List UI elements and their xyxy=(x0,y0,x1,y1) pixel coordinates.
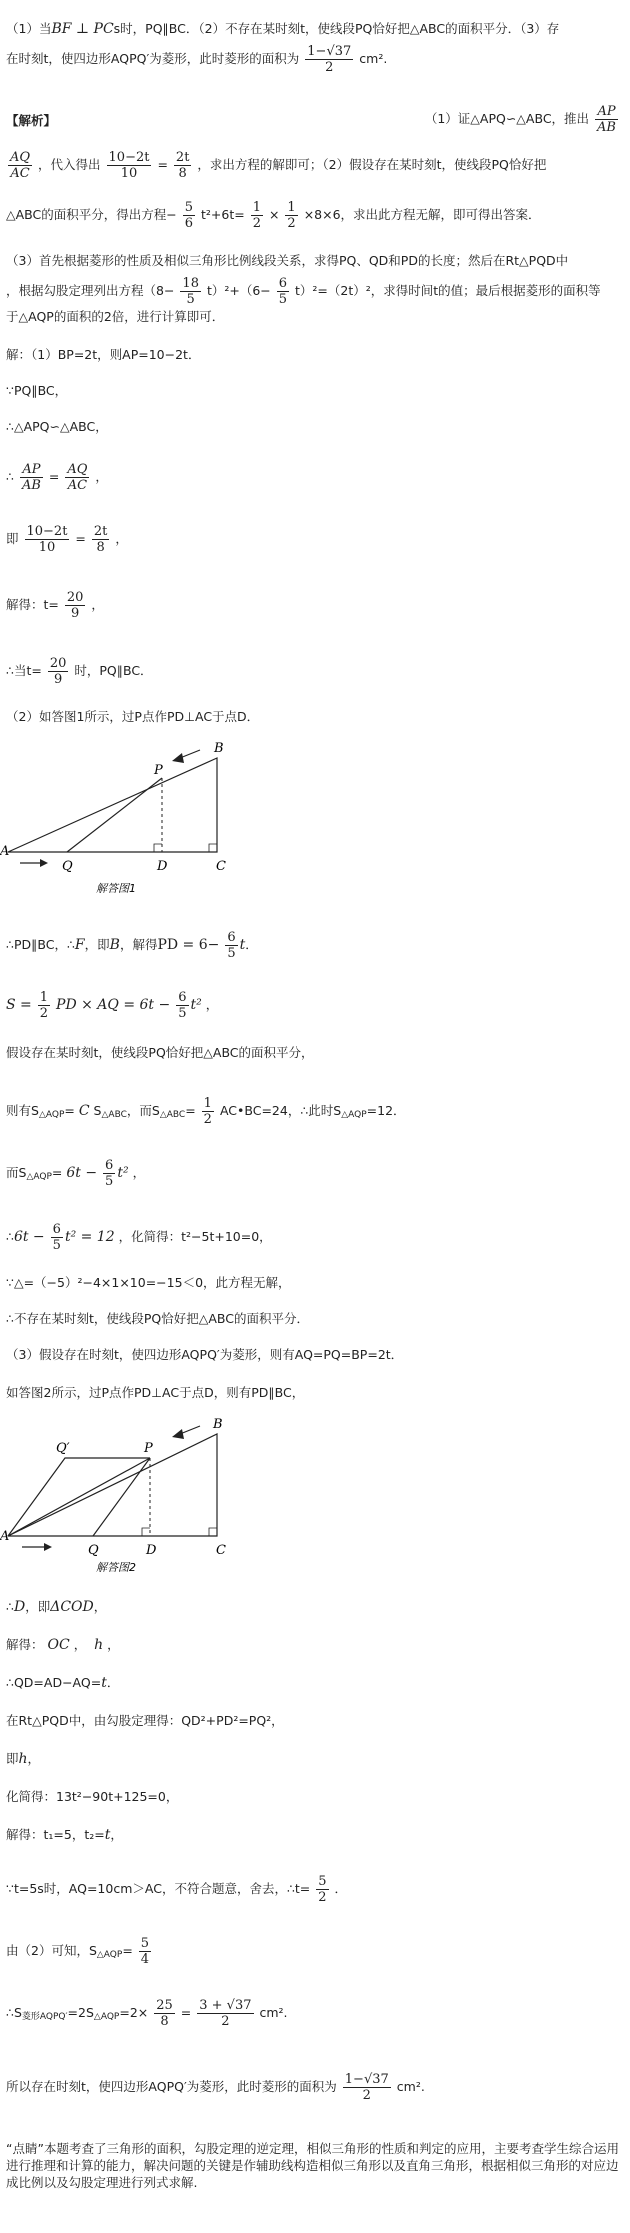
analysis-label: 【解析】 xyxy=(6,113,57,128)
analysis-line-2: $\frac{AQ}{AC}$ ，代入得出 $\frac{10-2t}{10}$ = $\frac{2t}{8}$ ，求出方程的解即可；（2）假设存在某时刻t，使线段PQ恰好把 xyxy=(10,150,547,181)
sol1-line-4: ∴ $\frac{AP}{AB}$ = $\frac{AQ}{AC}$ ， xyxy=(6,462,108,493)
label-b-2: B xyxy=(213,1417,223,1432)
sol1-line-5: 即 $\frac{10-2t}{10}$ = $\frac{2t}{8}$ ， xyxy=(6,524,128,555)
sol3-line-2: 如答图2所示，过P点作PD⊥AC于点D，则有PD∥BC， xyxy=(6,1385,305,1400)
label-d: D xyxy=(157,859,168,874)
figure-1-caption: 解答图1 xyxy=(96,882,136,895)
sol2-line-5: 则有$S_{\triangle AQP}= C$ $S_{\triangle ABC}$，而$S_{\triangle ABC}=$ $\frac{1}{2}$ AC•BC=24，∴此时$S_{\triangle AQP}=12$． xyxy=(6,1096,406,1127)
sol3-line-12: $\therefore S_{菱形AQPQ'}=2S_{\triangle AQP}=2\times$ $\frac{25}{8}$ = $\frac{3 + √37}{2}$ cm². xyxy=(6,1998,288,2029)
label-c-2: C xyxy=(216,1543,226,1558)
label-q: Q xyxy=(62,859,73,874)
arrow-q-2-head xyxy=(44,1543,52,1551)
figure-1 xyxy=(0,730,240,900)
sol2-line-9: ∴不存在某时刻t，使线段PQ恰好把△ABC的面积平分． xyxy=(6,1311,309,1326)
sol3-line-5: ∴QD=AD−AQ=t． xyxy=(6,1675,120,1691)
sol2-line-1: （2）如答图1所示，过P点作PD⊥AC于点D． xyxy=(6,709,260,724)
sol1-line-3: ∴△APQ∽△ABC， xyxy=(6,419,108,434)
sol2-line-6: 而$S_{\triangle AQP}= 6t$ − $\frac{6}{5}$ t² ， xyxy=(6,1158,146,1189)
sol1-line-6: 解得：t= $\frac{20}{9}$ ， xyxy=(6,590,104,621)
area-fraction: $\frac{1-√37}{2}$ xyxy=(307,44,352,75)
sol3-line-7: 即h， xyxy=(6,1751,41,1767)
analysis-line-6: 于△AQP的面积的2倍，进行计算即可． xyxy=(6,309,225,324)
analysis-line-4: （3）首先根据菱形的性质及相似三角形比例线段关系，求得PQ、QD和PD的长度；然后在Rt△PQD中 xyxy=(6,253,569,268)
figure-2-caption: 解答图2 xyxy=(96,1561,136,1574)
sol3-line-13: 所以存在时刻t，使四边形AQPQ′为菱形，此时菱形的面积为 $\frac{1-√37}{2}$ cm². xyxy=(6,2072,425,2103)
right-angle-d xyxy=(154,844,162,852)
sol1-line-1: 解：（1）BP=2t，则AP=10−2t． xyxy=(6,347,201,362)
right-angle-d-2 xyxy=(142,1528,150,1536)
triangle-abc xyxy=(8,758,217,852)
sol2-line-3: S = $\frac{1}{2}$ PD × AQ = 6t − $\frac{6}{5}$ t² ， xyxy=(6,990,219,1021)
triangle-abc-2 xyxy=(8,1434,217,1536)
label-a-2: A xyxy=(0,1529,10,1544)
label-q-2: Q xyxy=(88,1543,99,1558)
sol2-line-8: ∵△=（−5）²−4×1×10=−15＜0，此方程无解， xyxy=(6,1275,291,1290)
analysis-line-3: △ABC的面积平分，得出方程− $\frac{5}{6}$ t²+6t= $\frac{1}{2}$ × $\frac{1}{2}$ ×8×6，求出此方程无解，即可得出答案． xyxy=(6,200,541,231)
label-c: C xyxy=(216,859,226,874)
arrow-p xyxy=(180,750,200,758)
sol2-line-2: ∴PD∥BC，∴F，即B，解得PD = 6− $\frac{6}{5}$ t． xyxy=(6,930,258,961)
sol3-line-8: 化简得：13t²−90t+125=0， xyxy=(6,1789,179,1804)
arrow-p-head xyxy=(172,753,184,763)
sol3-line-1: （3）假设存在时刻t，使四边形AQPQ′为菱形，则有AQ=PQ=BP=2t． xyxy=(6,1347,404,1362)
segment-qp xyxy=(93,1458,150,1536)
right-angle-c-2 xyxy=(209,1528,217,1536)
sol2-line-7: ∴6t − $\frac{6}{5}$ t² = 12 ，化简得：t²−5t+10=0， xyxy=(6,1222,272,1253)
figure-2 xyxy=(0,1406,240,1576)
comment-paragraph: “点睛”本题考查了三角形的面积，勾股定理的逆定理，相似三角形的性质和判定的应用，主要考查学生综合运用进行推理和计算的能力，解决问题的关键是作辅助线构造相似三角形以及直角三角形，根据相似三角形的对应边成比例以及勾股定理进行列式求解. xyxy=(6,2141,619,2190)
answer-line-2: 在时刻t，使四边形AQPQ′为菱形，此时菱形的面积为 $\frac{1-√37}{2}$ cm². xyxy=(6,44,388,75)
label-q-prime: Q′ xyxy=(56,1441,70,1456)
label-d-2: D xyxy=(146,1543,157,1558)
analysis-line-1: （1）证△APQ∽△ABC，推出 $\frac{AP}{AB}$ xyxy=(424,104,616,135)
label-b: B xyxy=(214,741,224,756)
segment-pq xyxy=(67,778,162,852)
arrow-p-2-head xyxy=(172,1429,184,1439)
label-p: P xyxy=(154,763,163,778)
analysis-line-5: ，根据勾股定理列出方程（8− $\frac{18}{5}$ t）²+（6− $\frac{6}{5}$ t）²=（2t）²，求得时间t的值；最后根据菱形的面积等 xyxy=(6,276,601,307)
sol1-line-2: ∵PQ∥BC， xyxy=(6,383,68,398)
label-a: A xyxy=(0,844,10,859)
sol1-line-7: ∴当t= $\frac{20}{9}$ 时，PQ∥BC． xyxy=(6,656,153,687)
label-p-2: P xyxy=(144,1441,153,1456)
sol3-line-11: 由（2）可知，$S_{\triangle AQP}=$ $\frac{5}{4}$ xyxy=(6,1936,150,1967)
sol3-line-3: ∴D，即ΔCOD， xyxy=(6,1599,107,1615)
sol3-line-6: 在Rt△PQD中，由勾股定理得：QD²+PD²=PQ²， xyxy=(6,1713,284,1728)
sol2-line-4: 假设存在某时刻t，使线段PQ恰好把△ABC的面积平分， xyxy=(6,1045,314,1060)
sol3-line-10: ∵t=5s时，AQ=10cm＞AC，不符合题意，舍去，∴t= $\frac{5}{2}$ ． xyxy=(6,1874,348,1905)
right-angle-c xyxy=(209,844,217,852)
answer-line-1: （1）当BF ⊥ PCs时，PQ∥BC．（2）不存在某时刻t，使线段PQ恰好把△ABC的面积平分．（3）存 xyxy=(6,21,560,37)
arrow-p-2 xyxy=(180,1426,200,1434)
sol3-line-4: 解得： OC ， h ， xyxy=(6,1637,120,1653)
arrow-q-head xyxy=(40,859,48,867)
diagonal-ap xyxy=(8,1458,150,1536)
sol3-line-9: 解得：t₁=5，t₂=t， xyxy=(6,1827,123,1843)
